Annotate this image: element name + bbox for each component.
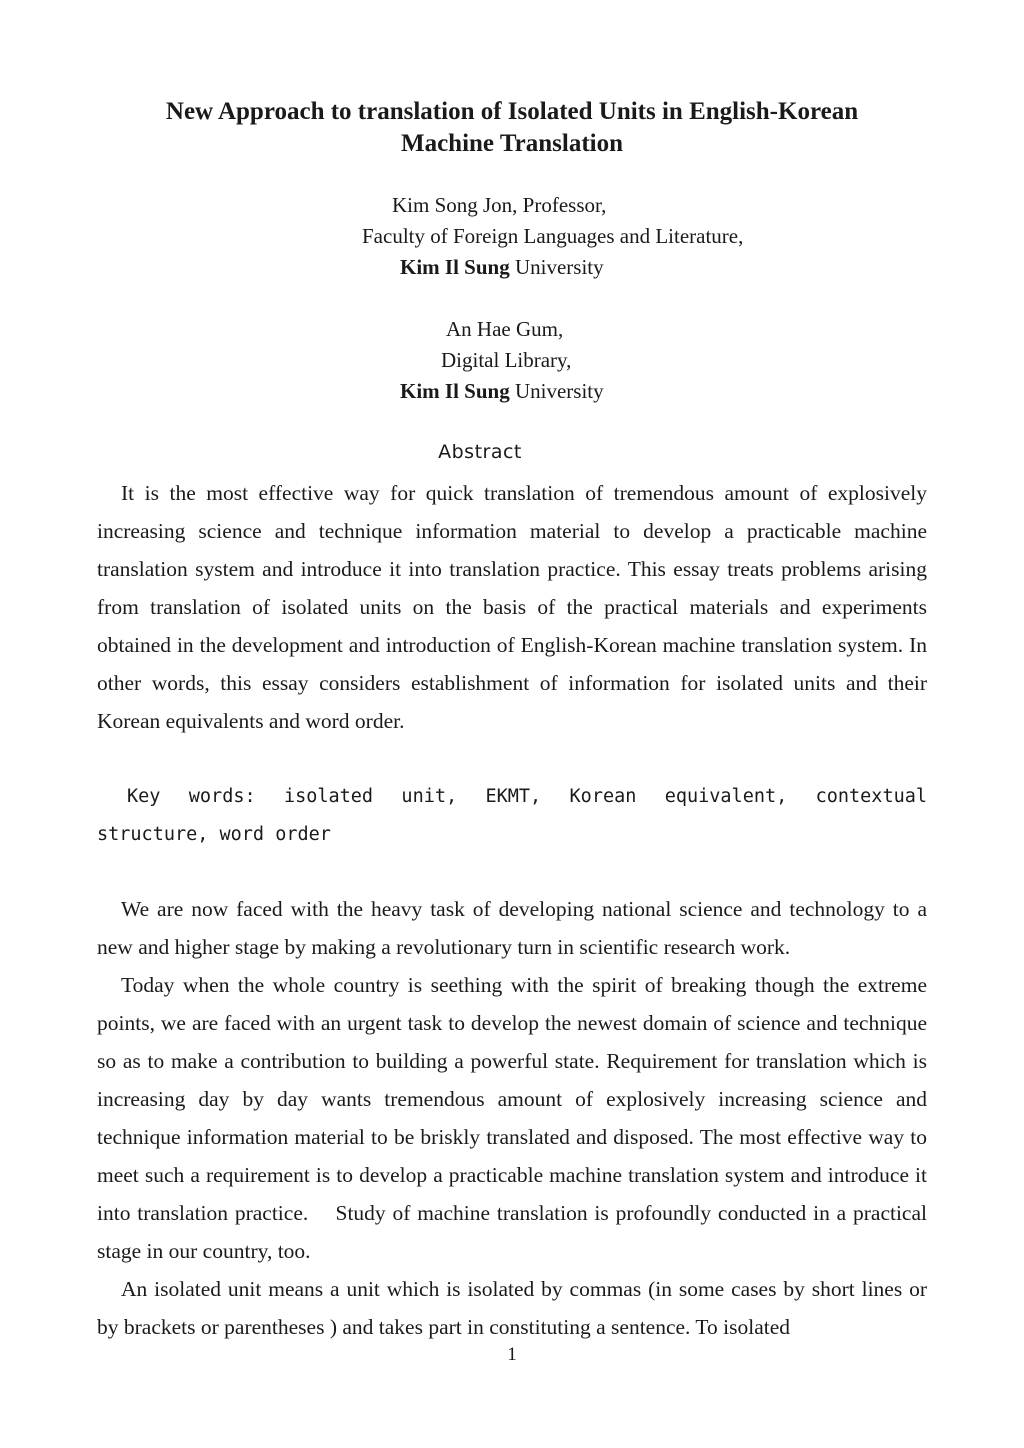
title-line-1: New Approach to translation of Isolated Units in English-Korean [165,98,859,125]
keywords-text: Key words: isolated unit, EKMT, Korean equivalent, contextual structure, word order [97,786,927,845]
keywords [97,778,927,854]
body-paragraph-3 [97,1270,927,1346]
author1-name: Kim Song Jon, Professor, [392,193,607,217]
author1-faculty: Faculty of Foreign Languages and Literature, [362,224,744,248]
abstract-heading: Abstract [438,441,522,463]
abstract-text: It is the most effective way for quick translation of tremendous amount of explosively increasing science and technique information material to develop a practicable machine translation system and introduce it into translation practice. This essay treats problems arising from translation of isolated units on the basis of the practical materials and experiments obtained in the development and introduction of English-Korean machine translation system. In other words, this essay considers establishment of information for isolated units and their Korean equivalents and word order. [97,481,927,733]
body-paragraph-2 [97,966,933,1270]
author2-university [400,376,604,407]
author2-name: An Hae Gum, [446,317,564,341]
title-line-2: Machine Translation [400,130,623,157]
paper-title [0,96,1024,160]
body-paragraph-2-text: Today when the whole country is seething with the spirit of breaking though the extreme points, we are faced with an urgent task to develop the newest domain of science and technique so as to make a contribution to building a powerful state. Requirement for translation which is increasing day by day wants tremendous amount of explosively increasing science and technique information material to be briskly translated and disposed. The most effective way to meet such a requirement is to develop a practicable machine translation system and introduce it into translation practice. Study of machine translation is profoundly conducted in a practical stage in our country, too. [97,973,933,1263]
body-paragraph-1-text: We are now faced with the heavy task of developing national science and technology to a new and higher stage by making a revolutionary turn in scientific research work. [97,897,927,959]
body-paragraph-3-text: An isolated unit means a unit which is isolated by commas (in some cases by short lines or by brackets or parentheses ) and takes part in constituting a sentence. To isolated [97,1277,927,1339]
author2-university-rest: University [509,379,604,403]
abstract-paragraph [97,474,927,740]
author1-university-bold: Kim Il Sung [400,255,510,279]
page-number: 1 [507,1344,517,1365]
author2-university-bold: Kim Il Sung [400,379,510,403]
author1-university [400,252,604,283]
body-paragraph-1 [97,890,927,966]
author1-university-rest: University [509,255,604,279]
author2-dept: Digital Library, [441,348,572,372]
